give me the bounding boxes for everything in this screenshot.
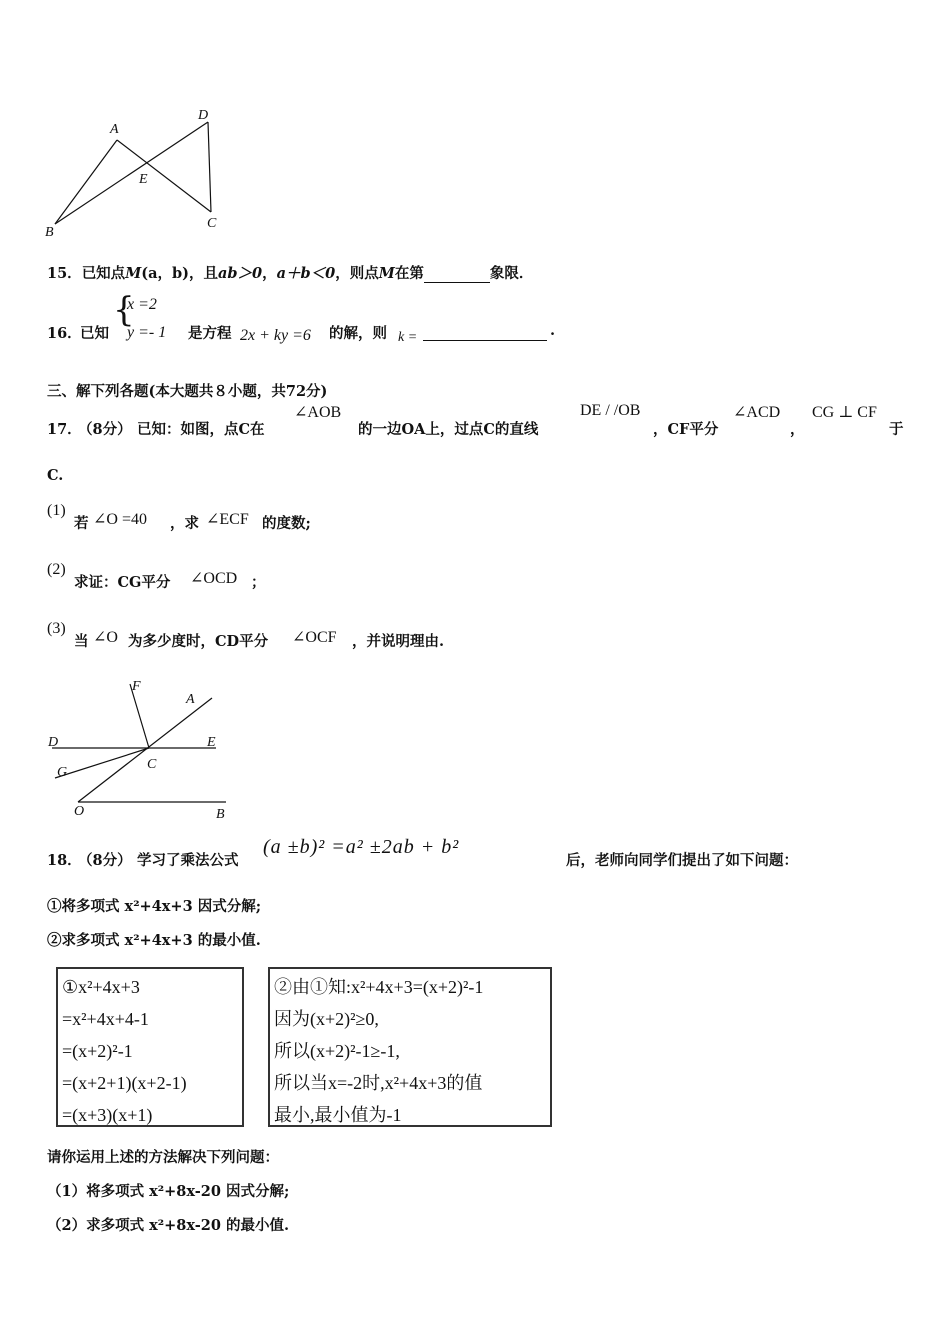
q18-instruction: 请你运用上述的方法解决下列问题： — [47, 1149, 279, 1166]
box1-line-3: =(x+2)²-1 — [62, 1041, 133, 1061]
segment-dc — [208, 122, 211, 212]
answer-blank-16[interactable] — [423, 326, 547, 341]
label-g: G — [57, 765, 68, 780]
q18-sub-2: （2）求多项式 x²+8x-20 的最小值. — [47, 1217, 290, 1234]
box2-line-4: 所以当x=-2时,x²+4x+3的值 — [274, 1073, 483, 1093]
label-d: D — [48, 735, 59, 750]
angle-o: ∠O — [93, 629, 118, 646]
label-a: A — [186, 692, 195, 707]
q18-number: 18． — [47, 852, 82, 869]
angle-ecf: ∠ECF — [206, 511, 249, 528]
box2-line-5: 最小,最小值为-1 — [274, 1105, 402, 1125]
question-17: 17． （8分） 已知：如图，点C在 ∠AOB 的一边OA上，过点C的直线 DE / /OB ，CF平分 ∠ACD ， CG ⊥ CF 于 — [47, 402, 904, 438]
q17-part-3: (3) 当 ∠O 为多少度时，CD平分 ∠OCF ，并说明理由. — [47, 620, 445, 650]
q17-part-2: (2) 求证：CG平分 ∠OCD ； — [47, 561, 266, 591]
label-o: O — [74, 804, 85, 819]
box1-line-4: =(x+2+1)(x+2-1) — [62, 1073, 187, 1093]
box2-line-2: 因为(x+2)²≥0, — [274, 1009, 379, 1029]
multiplication-formula: (a ±b)² =a² ±2ab + b² — [263, 836, 460, 858]
answer-blank-15[interactable] — [424, 265, 490, 283]
angle-ocd: ∠OCD — [190, 570, 238, 587]
label-a: A — [110, 122, 119, 137]
label-d: D — [198, 108, 209, 123]
q16-number: 16． — [47, 325, 82, 342]
q18-sub-1: （1）将多项式 x²+8x-20 因式分解; — [47, 1183, 290, 1200]
angle-ocf: ∠OCF — [292, 629, 337, 646]
q17-c-continuation: C. — [47, 467, 64, 484]
label-b: B — [45, 225, 54, 240]
cg-perp-cf: CG ⊥ CF — [812, 404, 877, 421]
section-3-title: 三、解下列各题(本大题共８小题，共72分) — [47, 383, 328, 400]
q18-item-1: ①将多项式 x²+4x+3 因式分解; — [47, 898, 262, 915]
solution-box-1 — [56, 967, 244, 1127]
label-e: E — [139, 172, 148, 187]
label-e: E — [207, 735, 216, 750]
box2-line-3: 所以(x+2)²-1≥-1, — [274, 1041, 400, 1061]
label-b: B — [216, 807, 225, 822]
ray-cg — [55, 748, 149, 778]
q18-item-2: ②求多项式 x²+4x+3 的最小值. — [47, 932, 261, 949]
label-c: C — [207, 216, 217, 231]
angle-aob: ∠AOB — [294, 404, 342, 421]
angle-o-40: ∠O =40 — [93, 511, 147, 528]
label-c: C — [147, 757, 157, 772]
q17-number: 17． — [47, 421, 82, 438]
figure-q17-lines — [40, 672, 240, 822]
segment-ab — [55, 140, 117, 224]
box1-line-2: =x²+4x+4-1 — [62, 1009, 149, 1029]
k-variable: k = — [398, 330, 418, 345]
equation: 2x + ky =6 — [240, 327, 311, 344]
q15-number: 15． — [47, 265, 82, 282]
angle-acd: ∠ACD — [733, 404, 781, 421]
q17-part-1: (1) 若 ∠O =40 ，求 ∠ECF 的度数; — [47, 502, 311, 532]
ray-oa — [78, 698, 212, 802]
question-18: 18． （8分） 学习了乘法公式 (a ±b)² =a² ±2ab + b² 后，老师向同学们提出了如下问题： — [47, 836, 798, 869]
box1-line-1: ①x²+4x+3 — [62, 977, 140, 997]
system-line-1: x =2 — [127, 296, 157, 313]
system-brace: { — [113, 290, 135, 330]
de-parallel-ob: DE / /OB — [580, 402, 641, 419]
segment-bd — [55, 122, 208, 224]
box1-line-5: =(x+3)(x+1) — [62, 1105, 153, 1125]
question-15: 15．已知点M(a，b)，且ab＞0，a＋b＜0，则点M在第 象限． — [47, 265, 534, 282]
system-line-2: y =- 1 — [127, 324, 167, 341]
figure-triangles-abe-dce — [40, 100, 240, 245]
label-f: F — [132, 679, 141, 694]
box2-line-1: ②由①知:x²+4x+3=(x+2)²-1 — [274, 977, 484, 997]
solution-box-2 — [268, 967, 552, 1127]
